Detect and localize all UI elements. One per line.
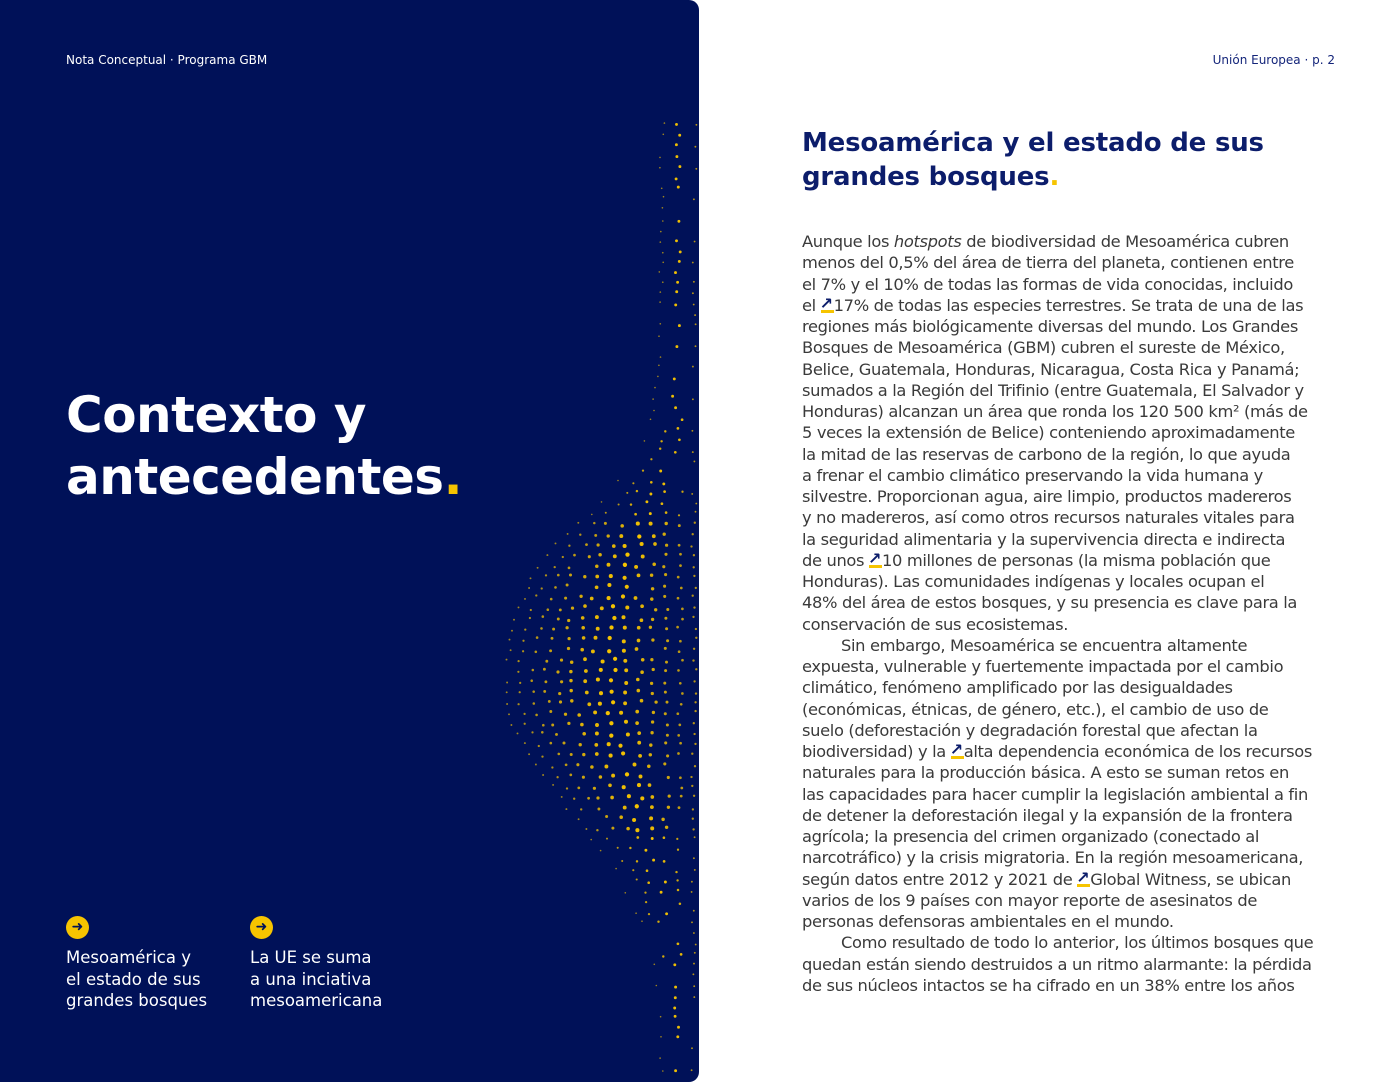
- body-line: quedan están siendo destruidos a un ritmo alarmante: la pérdida: [802, 954, 1312, 974]
- article-title-line-1: Mesoamérica y el estado de sus: [802, 128, 1264, 158]
- section-title-line-2: antecedentes.: [66, 448, 463, 506]
- body-line: a frenar el cambio climático preservando la vida humana y: [802, 465, 1263, 485]
- body-line: de detener la deforestación ilegal y la expansión de la frontera: [802, 805, 1293, 825]
- nav-link-label: La UE se suma a una inciativa mesoamericana: [250, 948, 383, 1010]
- title-period-accent: .: [1049, 162, 1060, 192]
- article-title-line-2: grandes bosques.: [802, 162, 1060, 192]
- body-line: 5 veces la extensión de Belice) conteniendo aproximadamente: [802, 423, 1295, 443]
- body-line: las capacidades para hacer cumplir la legislación ambiental a fin: [802, 784, 1308, 804]
- body-line: Como resultado de todo lo anterior, los últimos bosques que: [841, 933, 1314, 953]
- body-line: de sus núcleos intactos se ha cifrado en un 38% entre los años: [802, 975, 1295, 995]
- right-header: Unión Europea · p. 2: [1212, 53, 1335, 67]
- article-title: [802, 126, 1264, 194]
- arrow-right-icon: ➜: [66, 916, 89, 939]
- body-line: agrícola; la presencia del crimen organizado (conectado al: [802, 827, 1260, 846]
- section-title-line-1: Contexto y: [66, 386, 366, 444]
- arrow-right-icon: ➜: [250, 916, 273, 939]
- body-line: silvestre. Proporcionan agua, aire limpio, productos madereros: [802, 487, 1292, 506]
- body-line: sumados a la Región del Trifinio (entre Guatemala, El Salvador y: [802, 380, 1304, 400]
- article-body: [802, 231, 1362, 996]
- body-line: Honduras) alcanzan un área que ronda los 120 500 km² (más de: [802, 402, 1308, 421]
- body-line: (económicas, étnicas, de género, etc.), el cambio de uso de: [802, 699, 1269, 719]
- body-line: el 7% y el 10% de todas las formas de vida conocidas, incluido: [802, 274, 1293, 294]
- body-line: biodiversidad) y la ↗alta dependencia económica de los recursos: [802, 741, 1362, 762]
- body-line: Honduras). Las comunidades indígenas y locales ocupan el: [802, 572, 1265, 591]
- body-line: regiones más biológicamente diversas del mundo. Los Grandes: [802, 317, 1298, 336]
- body-line: suelo (deforestación y degradación forestal que afectan la: [802, 720, 1258, 740]
- body-line: y no madereros, así como otros recursos naturales vitales para: [802, 508, 1295, 528]
- nav-link-ue[interactable]: [250, 916, 420, 1012]
- body-line: climático, fenómeno amplificado por las desigualdades: [802, 678, 1233, 698]
- body-line: la seguridad alimentaria y la supervivencia directa e indirecta: [802, 529, 1286, 549]
- body-line: naturales para la producción básica. A esto se suman retos en: [802, 763, 1289, 783]
- external-link-icon: [1077, 873, 1089, 886]
- body-line: el ↗17% de todas las especies terrestres. Se trata de una de las: [802, 295, 1362, 316]
- nav-link-label: Mesoamérica y el estado de sus grandes bosques: [66, 948, 208, 1010]
- body-line: varios de los 9 países con mayor reporte de asesinatos de: [802, 890, 1257, 910]
- body-line: expuesta, vulnerable y fuertemente impactada por el cambio: [802, 657, 1284, 676]
- body-line: la mitad de las reservas de carbono de la región, lo que ayuda: [802, 444, 1291, 464]
- body-line: 48% del área de estos bosques, y su presencia es clave para la: [802, 593, 1298, 613]
- body-line: menos del 0,5% del área de tierra del planeta, contienen entre: [802, 253, 1294, 273]
- external-link[interactable]: ↗10 millones de personas: [869, 551, 1073, 570]
- external-link-icon: [821, 299, 833, 312]
- external-link-icon: [951, 745, 963, 758]
- body-line: según datos entre 2012 y 2021 de ↗Global Witness, se ubican: [802, 869, 1362, 890]
- body-line: narcotráfico) y la crisis migratoria. En la región mesoamericana,: [802, 848, 1304, 868]
- left-header: Nota Conceptual · Programa GBM: [66, 53, 268, 67]
- nav-link-mesoamerica[interactable]: [66, 916, 236, 1012]
- body-line: personas defensoras ambientales en el mundo.: [802, 912, 1174, 931]
- external-link[interactable]: ↗alta dependencia económica de los recursos: [951, 742, 1312, 761]
- external-link[interactable]: ↗17% de todas las especies terrestres: [821, 296, 1122, 315]
- body-line: conservación de sus ecosistemas.: [802, 614, 1069, 634]
- body-line: Aunque los hotspots de biodiversidad de Mesoamérica cubren: [802, 232, 1289, 251]
- body-line: Sin embargo, Mesoamérica se encuentra altamente: [841, 635, 1248, 655]
- section-title: [66, 384, 462, 508]
- external-link[interactable]: ↗Global Witness: [1077, 870, 1206, 889]
- body-line: Belice, Guatemala, Honduras, Nicaragua, Costa Rica y Panamá;: [802, 359, 1300, 379]
- external-link-icon: [869, 554, 881, 567]
- body-line: de unos ↗10 millones de personas (la misma población que: [802, 550, 1362, 571]
- title-period-accent: .: [443, 448, 463, 506]
- left-panel: [0, 0, 699, 1082]
- body-line: Bosques de Mesoamérica (GBM) cubren el sureste de México,: [802, 338, 1285, 358]
